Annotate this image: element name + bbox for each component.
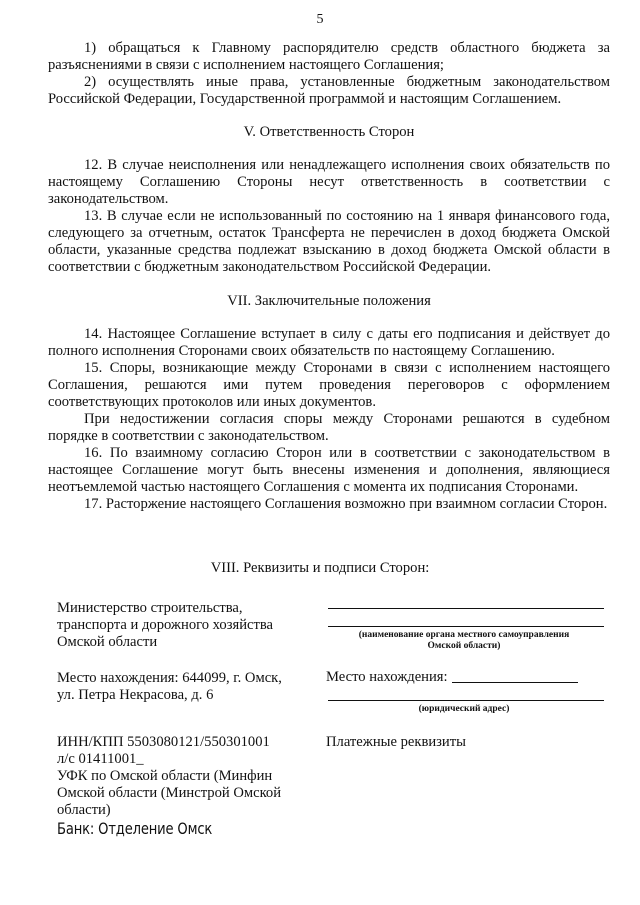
paragraph-12: 12. В случае неисполнения или ненадлежащего исполнения своих обязательств по настоящему Соглашению Стороны несут ответственность в соответствии с законодательством. bbox=[48, 157, 610, 207]
section-8-title: VIII. Реквизиты и подписи Сторон: bbox=[210, 560, 430, 576]
ministry-address-line2: ул. Петра Некрасова, д. 6 bbox=[57, 687, 214, 703]
paragraph-15-court: При недостижении согласия споры между Сторонами решаются в судебном порядке в соответствии с законодательством. bbox=[48, 411, 610, 444]
municipality-payment-details: Платежные реквизиты bbox=[326, 734, 466, 750]
ministry-name-line2: транспорта и дорожного хозяйства bbox=[57, 617, 274, 633]
ufk-line2: Омской области (Минстрой Омской bbox=[57, 785, 282, 801]
municipality-name-field bbox=[326, 608, 610, 652]
ministry-name bbox=[57, 600, 307, 651]
municipality-caption-line2: Омской области) bbox=[427, 641, 501, 651]
ministry-name-line3: Омской области bbox=[57, 634, 158, 650]
paragraph-17: 17. Расторжение настоящего Соглашения возможно при взаимном согласии Сторон. bbox=[84, 496, 608, 512]
section-5-title: V. Ответственность Сторон bbox=[243, 124, 415, 140]
paragraph-right-1: 1) обращаться к Главному распорядителю средств областного бюджета за разъяснениями в связи с исполнением настоящего Соглашения; bbox=[48, 40, 610, 73]
ufk-line3: области) bbox=[57, 802, 111, 818]
ministry-bank-details bbox=[57, 734, 307, 819]
ufk-line1: УФК по Омской области (Минфин bbox=[57, 768, 273, 784]
municipality-address-field bbox=[326, 669, 610, 715]
municipality-address-line-2 bbox=[328, 700, 604, 701]
agreement-body bbox=[48, 40, 610, 513]
municipality-address-line-1 bbox=[452, 682, 578, 683]
paragraph-15: 15. Споры, возникающие между Сторонами в связи с исполнением настоящего Соглашения, решаются ими путем проведения переговоров с оформлением соответствующих протоколов или иных документов. bbox=[48, 360, 610, 410]
inn-kpp: ИНН/КПП 5503080121/550301001 bbox=[57, 734, 270, 750]
bank-name: Банк: Отделение Омск bbox=[57, 819, 213, 838]
municipality-name-caption bbox=[326, 630, 602, 652]
municipality-address-caption: (юридический адрес) bbox=[418, 704, 510, 714]
municipality-address-label: Место нахождения: bbox=[326, 669, 448, 685]
paragraph-14: 14. Настоящее Соглашение вступает в силу с даты его подписания и действует до полного исполнения Сторонами своих обязательств по настоящему Соглашению. bbox=[48, 326, 610, 359]
paragraph-right-2: 2) осуществлять иные права, установленные бюджетным законодательством Российской Федерации, Государственной программой и настоящим Соглашением. bbox=[48, 74, 610, 107]
section-7-title: VII. Заключительные положения bbox=[227, 293, 431, 309]
ministry-address-line1: Место нахождения: 644099, г. Омск, bbox=[57, 670, 282, 686]
ministry-name-line1: Министерство строительства, bbox=[57, 600, 243, 616]
paragraph-13: 13. В случае если не использованный по состоянию на 1 января финансового года, следующего за отчетным, остаток Трансферта не перечислен в доход бюджета Омской области, указанные средства подлежат взысканию в доход бюджета Омской области в соответствии с бюджетным законодательством Российской Федерации. bbox=[48, 208, 610, 275]
municipality-caption-line1: (наименование органа местного самоуправления bbox=[358, 630, 570, 640]
municipality-name-line-2 bbox=[328, 626, 604, 627]
personal-account: л/с 01411001_ bbox=[57, 751, 144, 767]
page-number: 5 bbox=[316, 12, 324, 27]
paragraph-16: 16. По взаимному согласию Сторон или в соответствии с законодательством в настоящее Соглашение могут быть внесены изменения и дополнения, являющиеся неотъемлемой частью настоящего Соглашения с момента их подписания Сторонами. bbox=[48, 445, 610, 495]
ministry-address bbox=[57, 670, 307, 704]
